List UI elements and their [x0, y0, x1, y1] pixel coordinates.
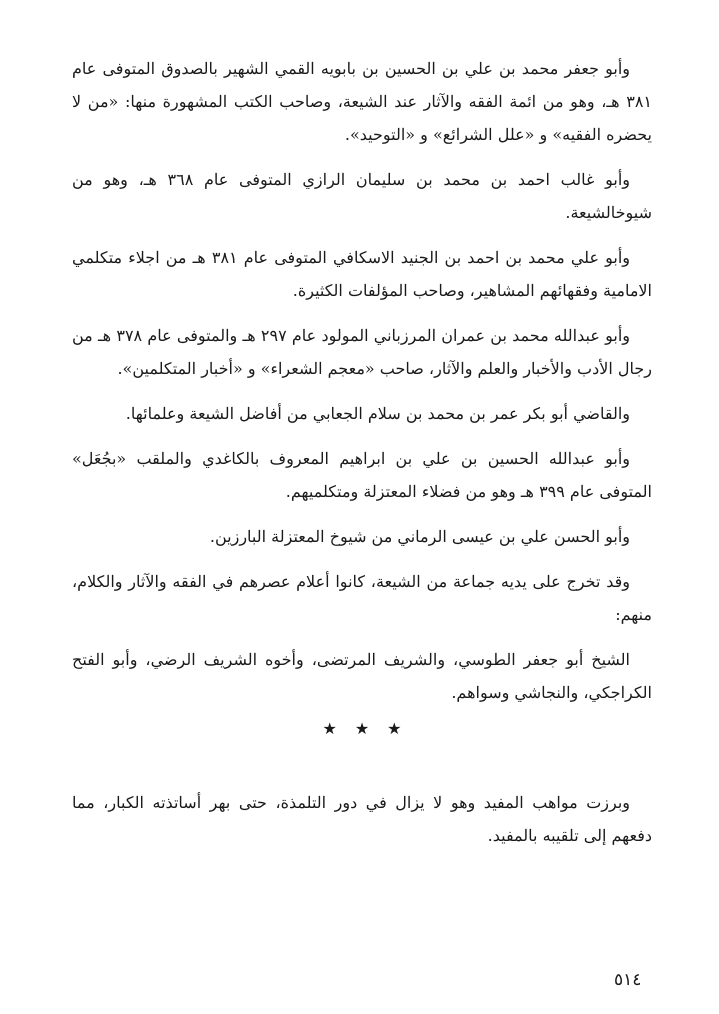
paragraph-abu-ghalib: وأبو غالب احمد بن محمد بن سليمان الرازي المتوفى عام ٣٦٨ هـ، وهو من شيوخالشيعة.: [72, 170, 652, 222]
star-icon: ★: [322, 719, 337, 738]
star-icon: ★: [354, 719, 370, 738]
paragraph-kaghadi: وأبو عبدالله الحسين بن علي بن ابراهيم المعروف بالكاغدي والملقب «بجُعَل» المتوفى عام ٣٩٩ هـ وهو من فضلاء المعتزلة ومتكلميهم.: [72, 449, 652, 501]
paragraph-saduq: وأبو جعفر محمد بن علي بن الحسين بن بابويه القمي الشهير بالصدوق المتوفى عام ٣٨١ هـ، وهو من ائمة الفقه والآثار عند الشيعة، وصاحب الكتب المشهورة منها: «من لا يحضره الفقيه» و «علل الشرائع» و «التوحيد».: [72, 59, 652, 144]
star-icon: ★: [387, 719, 402, 738]
paragraph-marzubani: وأبو عبدالله محمد بن عمران المرزباني المولود عام ٢٩٧ هـ والمتوفى عام ٣٧٨ هـ من رجال الأدب والأخبار والعلم والآثار، صاحب «معجم الشعراء» و «أخبار المتكلمين».: [72, 326, 652, 378]
page-body: [72, 52, 652, 864]
paragraph-students-intro: وقد تخرج على يديه جماعة من الشيعة، كانوا أعلام عصرهم في الفقه والآثار والكلام، منهم:: [72, 572, 652, 624]
paragraph-ibn-junayd: وأبو علي محمد بن احمد بن الجنيد الاسكافي المتوفى عام ٣٨١ هـ من اجلاء متكلمي الامامية وفقهائهم المشاهير، وصاحب المؤلفات الكثيرة.: [72, 248, 652, 300]
page-number: ٥١٤: [614, 970, 642, 990]
paragraph-students-list: الشيخ أبو جعفر الطوسي، والشريف المرتضى، وأخوه الشريف الرضي، وأبو الفتح الكراجكي، والنجاشي وسواهم.: [72, 650, 652, 702]
paragraph-jiabi: والقاضي أبو بكر عمر بن محمد بن سلام الجعابي من أفاضل الشيعة وعلمائها.: [125, 404, 630, 423]
paragraph-closing: وبرزت مواهب المفيد وهو لا يزال في دور التلمذة، حتى بهر أساتذته الكبار، مما دفعهم إلى تلقيبه بالمفيد.: [72, 793, 652, 845]
section-separator: [72, 719, 652, 738]
paragraph-rummani: وأبو الحسن علي بن عيسى الرماني من شيوخ المعتزلة البارزين.: [209, 527, 630, 546]
